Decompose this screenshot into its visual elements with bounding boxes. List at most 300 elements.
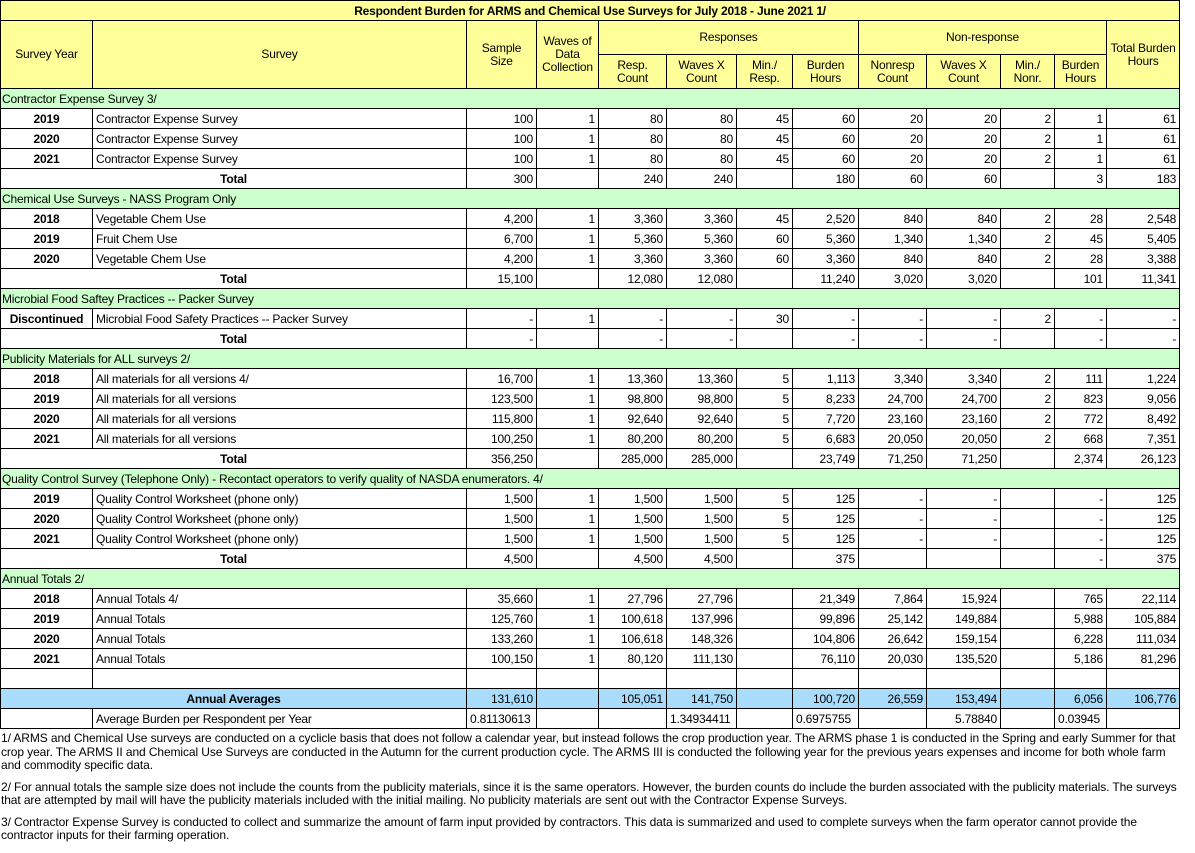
- value-cell: 148,326: [667, 629, 737, 649]
- header-non-response: Non-response: [859, 21, 1107, 55]
- table-row: [1, 669, 1180, 689]
- table-row: [1, 129, 1180, 149]
- value-cell: [467, 669, 537, 689]
- value-cell: 6,056: [1055, 689, 1107, 709]
- value-cell: 5: [737, 489, 793, 509]
- survey-year-cell: 2020: [1, 509, 93, 529]
- value-cell: [927, 669, 1001, 689]
- value-cell: [1001, 169, 1055, 189]
- value-cell: -: [1055, 529, 1107, 549]
- value-cell: 80: [599, 109, 667, 129]
- value-cell: 1: [537, 649, 599, 669]
- header-burden-hours: Burden Hours: [793, 55, 859, 89]
- survey-year-cell: [1, 709, 93, 729]
- value-cell: 100,250: [467, 429, 537, 449]
- value-cell: [1001, 629, 1055, 649]
- value-cell: 20: [859, 129, 927, 149]
- value-cell: 111: [1055, 369, 1107, 389]
- survey-name-cell: Average Burden per Respondent per Year: [93, 709, 467, 729]
- table-row: [1, 489, 1180, 509]
- annual-averages-label: Annual Averages: [1, 689, 467, 709]
- value-cell: 153,494: [927, 689, 1001, 709]
- survey-name-cell: Annual Totals: [93, 609, 467, 629]
- value-cell: 35,660: [467, 589, 537, 609]
- survey-name-cell: Vegetable Chem Use: [93, 209, 467, 229]
- value-cell: [1001, 329, 1055, 349]
- value-cell: 8,233: [793, 389, 859, 409]
- value-cell: 3,360: [667, 249, 737, 269]
- value-cell: -: [927, 309, 1001, 329]
- value-cell: 1: [537, 509, 599, 529]
- value-cell: 1,500: [667, 529, 737, 549]
- value-cell: 100: [467, 149, 537, 169]
- value-cell: 5,360: [599, 229, 667, 249]
- section-row: [1, 189, 1180, 209]
- value-cell: 80: [599, 129, 667, 149]
- value-cell: 5: [737, 369, 793, 389]
- value-cell: 840: [859, 249, 927, 269]
- value-cell: 3,020: [927, 269, 1001, 289]
- value-cell: -: [667, 309, 737, 329]
- value-cell: 80,120: [599, 649, 667, 669]
- survey-name-cell: Quality Control Worksheet (phone only): [93, 489, 467, 509]
- value-cell: -: [793, 329, 859, 349]
- value-cell: [737, 329, 793, 349]
- value-cell: [1001, 529, 1055, 549]
- header-min-nonr: Min./ Nonr.: [1001, 55, 1055, 89]
- value-cell: [537, 449, 599, 469]
- value-cell: 20,050: [859, 429, 927, 449]
- survey-name-cell: Annual Totals: [93, 649, 467, 669]
- annual-averages-row: [1, 689, 1180, 709]
- value-cell: 13,360: [599, 369, 667, 389]
- value-cell: 1: [537, 109, 599, 129]
- value-cell: 0.81130613: [467, 709, 537, 729]
- value-cell: 25,142: [859, 609, 927, 629]
- table-title: Respondent Burden for ARMS and Chemical Use Surveys for July 2018 - June 2021 1/: [1, 1, 1180, 21]
- value-cell: 2: [1001, 429, 1055, 449]
- value-cell: [1001, 489, 1055, 509]
- survey-year-cell: [1, 669, 93, 689]
- section-row: [1, 349, 1180, 369]
- survey-year-cell: 2019: [1, 109, 93, 129]
- footnote: 1/ ARMS and Chemical Use surveys are conducted on a cyclicle basis that does not follow a calendar year, but instead follows the crop production year. The ARMS phase 1 is conducted in the Spring and early Summer for that crop year. The ARMS II and Chemical Use Surveys are conducted in the Autumn for the current production cycle. The ARMS III is conducted the following year for the previous years expenses and income for both whole farm and commodity specific data.: [1, 731, 1176, 772]
- header-waves: Waves of Data Collection: [537, 21, 599, 89]
- value-cell: 115,800: [467, 409, 537, 429]
- survey-year-cell: 2019: [1, 489, 93, 509]
- value-cell: 1,500: [467, 509, 537, 529]
- value-cell: 5: [737, 429, 793, 449]
- value-cell: 7,351: [1107, 429, 1180, 449]
- value-cell: 285,000: [667, 449, 737, 469]
- value-cell: 0.03945: [1055, 709, 1107, 729]
- value-cell: 1: [537, 209, 599, 229]
- value-cell: [599, 709, 667, 729]
- survey-name-cell: All materials for all versions: [93, 389, 467, 409]
- table-row: [1, 229, 1180, 249]
- value-cell: 1,500: [599, 489, 667, 509]
- survey-name-cell: Contractor Expense Survey: [93, 149, 467, 169]
- value-cell: 13,360: [667, 369, 737, 389]
- value-cell: 23,160: [859, 409, 927, 429]
- value-cell: 45: [1055, 229, 1107, 249]
- value-cell: 2: [1001, 149, 1055, 169]
- value-cell: 1: [537, 229, 599, 249]
- value-cell: [1001, 689, 1055, 709]
- survey-name-cell: Annual Totals: [93, 629, 467, 649]
- value-cell: 1: [537, 369, 599, 389]
- value-cell: 71,250: [859, 449, 927, 469]
- value-cell: [737, 629, 793, 649]
- value-cell: [859, 549, 927, 569]
- value-cell: 11,240: [793, 269, 859, 289]
- total-row: [1, 329, 1180, 349]
- value-cell: 24,700: [859, 389, 927, 409]
- header-total-burden: Total Burden Hours: [1107, 21, 1180, 89]
- value-cell: 1: [537, 309, 599, 329]
- value-cell: 356,250: [467, 449, 537, 469]
- value-cell: -: [1055, 549, 1107, 569]
- value-cell: 101: [1055, 269, 1107, 289]
- value-cell: [793, 669, 859, 689]
- value-cell: 1,500: [667, 489, 737, 509]
- value-cell: 61: [1107, 129, 1180, 149]
- survey-name-cell: Quality Control Worksheet (phone only): [93, 509, 467, 529]
- value-cell: 840: [859, 209, 927, 229]
- value-cell: 1: [537, 429, 599, 449]
- value-cell: -: [859, 529, 927, 549]
- total-label: Total: [1, 269, 467, 289]
- value-cell: 22,114: [1107, 589, 1180, 609]
- value-cell: -: [1055, 309, 1107, 329]
- value-cell: -: [859, 309, 927, 329]
- footnote: 3/ Contractor Expense Survey is conducted to collect and summarize the amount of farm input provided by contractors. This data is summarized and used to complete surveys when the farm operator cannot provide the contractor inputs for their farming operation.: [1, 814, 1137, 842]
- value-cell: 3,020: [859, 269, 927, 289]
- value-cell: 1,224: [1107, 369, 1180, 389]
- value-cell: 100: [467, 109, 537, 129]
- value-cell: 20,050: [927, 429, 1001, 449]
- value-cell: 1: [537, 409, 599, 429]
- value-cell: -: [467, 309, 537, 329]
- table-row: [1, 209, 1180, 229]
- value-cell: 668: [1055, 429, 1107, 449]
- value-cell: 60: [859, 169, 927, 189]
- value-cell: 1: [537, 149, 599, 169]
- value-cell: 3,360: [599, 249, 667, 269]
- value-cell: 7,720: [793, 409, 859, 429]
- value-cell: -: [927, 509, 1001, 529]
- value-cell: 183: [1107, 169, 1180, 189]
- value-cell: 2,520: [793, 209, 859, 229]
- value-cell: 20: [927, 109, 1001, 129]
- value-cell: 159,154: [927, 629, 1001, 649]
- value-cell: 27,796: [599, 589, 667, 609]
- table-row: [1, 369, 1180, 389]
- value-cell: 60: [793, 129, 859, 149]
- value-cell: [737, 609, 793, 629]
- section-title: Quality Control Survey (Telephone Only) - Recontact operators to verify quality of NASDA enumerators. 4/: [1, 469, 1180, 489]
- survey-year-cell: 2020: [1, 249, 93, 269]
- value-cell: 100,720: [793, 689, 859, 709]
- survey-name-cell: [93, 669, 467, 689]
- value-cell: 100: [467, 129, 537, 149]
- value-cell: 1: [537, 129, 599, 149]
- value-cell: 5: [737, 529, 793, 549]
- value-cell: 27,796: [667, 589, 737, 609]
- value-cell: 1,500: [667, 509, 737, 529]
- section-title: Contractor Expense Survey 3/: [1, 89, 1180, 109]
- value-cell: 28: [1055, 209, 1107, 229]
- value-cell: 100,150: [467, 649, 537, 669]
- value-cell: 2: [1001, 389, 1055, 409]
- value-cell: 1,340: [927, 229, 1001, 249]
- value-cell: [1107, 669, 1180, 689]
- value-cell: [1001, 449, 1055, 469]
- survey-year-cell: 2018: [1, 209, 93, 229]
- value-cell: 1: [537, 389, 599, 409]
- value-cell: 125: [1107, 509, 1180, 529]
- section-title: Chemical Use Surveys - NASS Program Only: [1, 189, 1180, 209]
- value-cell: 45: [737, 129, 793, 149]
- table-row: [1, 509, 1180, 529]
- value-cell: 15,100: [467, 269, 537, 289]
- table-row: [1, 109, 1180, 129]
- value-cell: 60: [737, 249, 793, 269]
- total-label: Total: [1, 449, 467, 469]
- value-cell: [599, 669, 667, 689]
- value-cell: -: [599, 309, 667, 329]
- value-cell: [1001, 549, 1055, 569]
- total-row: [1, 269, 1180, 289]
- footnotes: [0, 732, 1181, 843]
- survey-year-cell: 2021: [1, 529, 93, 549]
- value-cell: 840: [927, 249, 1001, 269]
- value-cell: [859, 709, 927, 729]
- footnote: 2/ For annual totals the sample size does not include the counts from the publicity materials, since it is the same operators. However, the burden counts do include the burden associated with the publicity materials. The surveys that are attempted by mail will have the publicity materials included with the initial mailing. No publicity materials are sent out with the Contractor Expense Surveys.: [1, 779, 1177, 807]
- value-cell: 1,500: [467, 489, 537, 509]
- value-cell: 1,340: [859, 229, 927, 249]
- value-cell: 1: [537, 589, 599, 609]
- value-cell: 15,924: [927, 589, 1001, 609]
- value-cell: -: [793, 309, 859, 329]
- value-cell: 12,080: [667, 269, 737, 289]
- value-cell: 300: [467, 169, 537, 189]
- value-cell: 5,405: [1107, 229, 1180, 249]
- value-cell: 141,750: [667, 689, 737, 709]
- value-cell: 105,884: [1107, 609, 1180, 629]
- value-cell: 125: [793, 489, 859, 509]
- header-waves-x-count: Waves X Count: [667, 55, 737, 89]
- survey-year-cell: 2019: [1, 609, 93, 629]
- value-cell: 0.6975755: [793, 709, 859, 729]
- table-row: [1, 529, 1180, 549]
- value-cell: 105,051: [599, 689, 667, 709]
- value-cell: 1: [1055, 109, 1107, 129]
- value-cell: -: [1055, 329, 1107, 349]
- section-title: Publicity Materials for ALL surveys 2/: [1, 349, 1180, 369]
- value-cell: 5.78840: [927, 709, 1001, 729]
- value-cell: 9,056: [1107, 389, 1180, 409]
- value-cell: 92,640: [599, 409, 667, 429]
- value-cell: 61: [1107, 149, 1180, 169]
- value-cell: -: [1055, 489, 1107, 509]
- value-cell: 7,864: [859, 589, 927, 609]
- value-cell: 1: [537, 609, 599, 629]
- value-cell: 1,500: [599, 529, 667, 549]
- value-cell: [859, 669, 927, 689]
- value-cell: 2: [1001, 249, 1055, 269]
- survey-name-cell: Vegetable Chem Use: [93, 249, 467, 269]
- section-title: Microbial Food Saftey Practices -- Packer Survey: [1, 289, 1180, 309]
- value-cell: 2: [1001, 229, 1055, 249]
- value-cell: [537, 169, 599, 189]
- total-row: [1, 169, 1180, 189]
- value-cell: [1001, 709, 1055, 729]
- value-cell: [737, 549, 793, 569]
- value-cell: 2: [1001, 129, 1055, 149]
- section-title: Annual Totals 2/: [1, 569, 1180, 589]
- survey-year-cell: 2020: [1, 129, 93, 149]
- value-cell: [737, 669, 793, 689]
- value-cell: 765: [1055, 589, 1107, 609]
- value-cell: [737, 689, 793, 709]
- value-cell: 772: [1055, 409, 1107, 429]
- value-cell: 26,642: [859, 629, 927, 649]
- value-cell: [737, 649, 793, 669]
- value-cell: 1,500: [599, 509, 667, 529]
- total-label: Total: [1, 329, 467, 349]
- value-cell: -: [859, 329, 927, 349]
- survey-name-cell: All materials for all versions 4/: [93, 369, 467, 389]
- value-cell: 80: [667, 109, 737, 129]
- survey-name-cell: All materials for all versions: [93, 409, 467, 429]
- survey-name-cell: Microbial Food Safety Practices -- Packer Survey: [93, 309, 467, 329]
- value-cell: 45: [737, 149, 793, 169]
- value-cell: -: [667, 329, 737, 349]
- section-row: [1, 469, 1180, 489]
- value-cell: 3,388: [1107, 249, 1180, 269]
- value-cell: 20: [859, 109, 927, 129]
- survey-year-cell: Discontinued: [1, 309, 93, 329]
- section-row: [1, 89, 1180, 109]
- survey-year-cell: 2021: [1, 149, 93, 169]
- header-survey-year: Survey Year: [1, 21, 93, 89]
- table-row: [1, 309, 1180, 329]
- value-cell: [537, 669, 599, 689]
- value-cell: 26,559: [859, 689, 927, 709]
- value-cell: 5,988: [1055, 609, 1107, 629]
- value-cell: 23,160: [927, 409, 1001, 429]
- value-cell: 20: [927, 129, 1001, 149]
- value-cell: 80,200: [599, 429, 667, 449]
- value-cell: 98,800: [599, 389, 667, 409]
- header-resp-count: Resp. Count: [599, 55, 667, 89]
- survey-year-cell: 2020: [1, 409, 93, 429]
- value-cell: 1.34934411: [667, 709, 737, 729]
- value-cell: [1001, 589, 1055, 609]
- value-cell: 60: [737, 229, 793, 249]
- value-cell: 1: [537, 249, 599, 269]
- value-cell: 123,500: [467, 389, 537, 409]
- value-cell: [537, 689, 599, 709]
- table-row: [1, 409, 1180, 429]
- survey-name-cell: All materials for all versions: [93, 429, 467, 449]
- value-cell: 5: [737, 389, 793, 409]
- value-cell: 61: [1107, 109, 1180, 129]
- value-cell: [1001, 649, 1055, 669]
- total-label: Total: [1, 169, 467, 189]
- value-cell: -: [467, 329, 537, 349]
- value-cell: [1001, 269, 1055, 289]
- value-cell: 2: [1001, 309, 1055, 329]
- section-row: [1, 569, 1180, 589]
- survey-name-cell: Quality Control Worksheet (phone only): [93, 529, 467, 549]
- table-row: [1, 629, 1180, 649]
- value-cell: 26,123: [1107, 449, 1180, 469]
- value-cell: 133,260: [467, 629, 537, 649]
- header-burden-hours-nonresp: Burden Hours: [1055, 55, 1107, 89]
- value-cell: 125,760: [467, 609, 537, 629]
- value-cell: 24,700: [927, 389, 1001, 409]
- header-responses: Responses: [599, 21, 859, 55]
- survey-name-cell: Contractor Expense Survey: [93, 129, 467, 149]
- header-min-resp: Min./ Resp.: [737, 55, 793, 89]
- value-cell: 60: [927, 169, 1001, 189]
- value-cell: 1,113: [793, 369, 859, 389]
- survey-year-cell: 2021: [1, 649, 93, 669]
- value-cell: 3,340: [859, 369, 927, 389]
- value-cell: 131,610: [467, 689, 537, 709]
- value-cell: 2: [1001, 369, 1055, 389]
- table-row: [1, 709, 1180, 729]
- value-cell: 98,800: [667, 389, 737, 409]
- value-cell: 71,250: [927, 449, 1001, 469]
- value-cell: 149,884: [927, 609, 1001, 629]
- value-cell: 137,996: [667, 609, 737, 629]
- table-row: [1, 429, 1180, 449]
- value-cell: -: [927, 489, 1001, 509]
- value-cell: [1001, 509, 1055, 529]
- survey-year-cell: 2018: [1, 369, 93, 389]
- table-row: [1, 249, 1180, 269]
- value-cell: [737, 709, 793, 729]
- section-row: [1, 289, 1180, 309]
- value-cell: -: [927, 329, 1001, 349]
- value-cell: 1,500: [467, 529, 537, 549]
- value-cell: 240: [667, 169, 737, 189]
- value-cell: 375: [793, 549, 859, 569]
- value-cell: [927, 549, 1001, 569]
- value-cell: 60: [793, 149, 859, 169]
- value-cell: 11,341: [1107, 269, 1180, 289]
- value-cell: -: [859, 489, 927, 509]
- value-cell: 104,806: [793, 629, 859, 649]
- value-cell: [537, 709, 599, 729]
- value-cell: 23,749: [793, 449, 859, 469]
- value-cell: 6,228: [1055, 629, 1107, 649]
- value-cell: 80: [667, 129, 737, 149]
- value-cell: 99,896: [793, 609, 859, 629]
- value-cell: 8,492: [1107, 409, 1180, 429]
- value-cell: 76,110: [793, 649, 859, 669]
- survey-name-cell: Contractor Expense Survey: [93, 109, 467, 129]
- value-cell: 45: [737, 209, 793, 229]
- value-cell: 20,030: [859, 649, 927, 669]
- survey-year-cell: 2019: [1, 389, 93, 409]
- value-cell: -: [859, 509, 927, 529]
- value-cell: 1: [537, 529, 599, 549]
- value-cell: 4,500: [667, 549, 737, 569]
